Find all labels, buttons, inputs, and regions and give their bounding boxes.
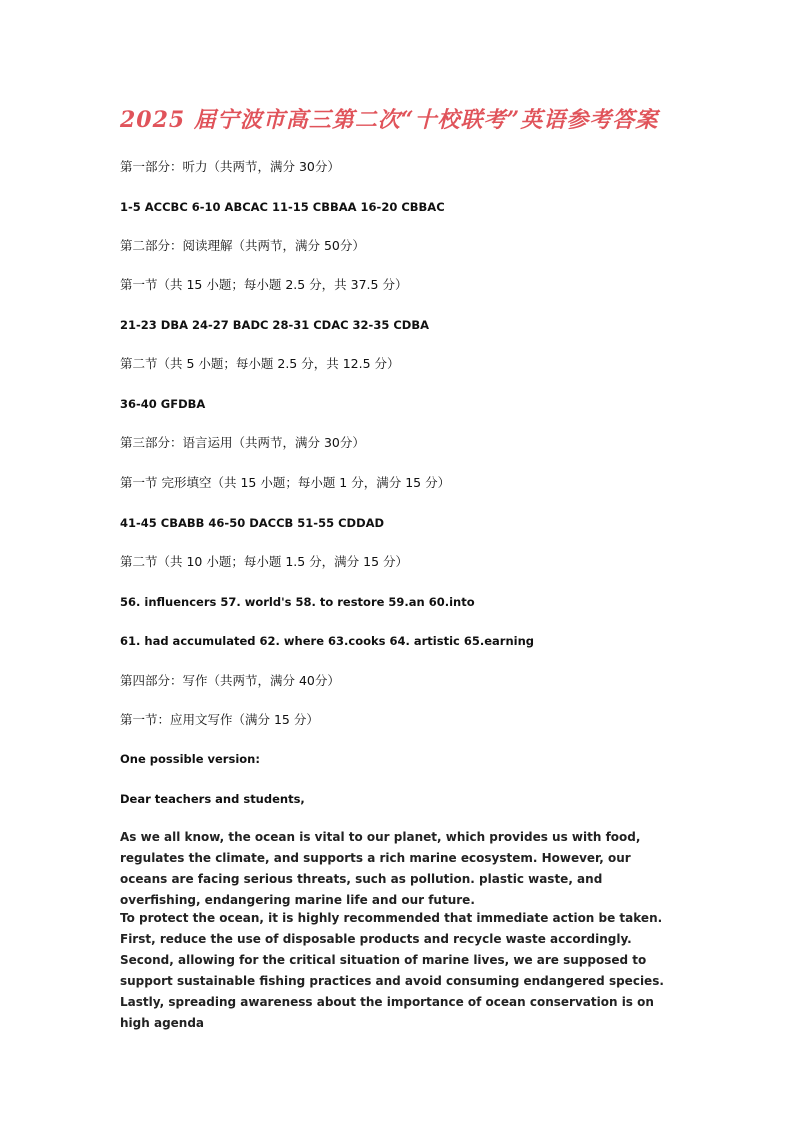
section-heading-reading: 第二部分：阅读理解（共两节，满分 50分）: [120, 238, 365, 253]
answer-line-reading-2: 36-40 GFDBA: [120, 397, 206, 411]
essay-paragraph-2: To protect the ocean, it is highly recommended that immediate action be taken. First, reduce the use of disposable products and recycle waste accordingly. Second, allowing for the critical situation of marine lives, we are supposed to support sustainable fishing practices and avoid consuming endangered species. Lastly, spreading awareness about the importance of ocean conservation is on high agenda: [120, 911, 664, 1030]
subsection-heading-cloze: 第一节 完形填空（共 15 小题；每小题 1 分，满分 15 分）: [120, 475, 451, 490]
essay-intro-label: One possible version:: [120, 752, 260, 766]
answer-line-grammar-fill-1: 56. influencers 57. world's 58. to restore 59.an 60.into: [120, 595, 475, 609]
subsection-heading-grammar-fill: 第二节（共 10 小题；每小题 1.5 分，满分 15 分）: [120, 554, 409, 569]
subsection-heading-practical-writing: 第一节：应用文写作（满分 15 分）: [120, 712, 319, 727]
section-heading-listening: 第一部分：听力（共两节，满分 30分）: [120, 159, 340, 174]
section-heading-language-use: 第三部分：语言运用（共两节，满分 30分）: [120, 435, 365, 450]
answer-line-reading-1: 21-23 DBA 24-27 BADC 28-31 CDAC 32-35 CDBA: [120, 318, 429, 332]
subsection-heading-reading-2: 第二节（共 5 小题；每小题 2.5 分，共 12.5 分）: [120, 356, 400, 371]
essay-paragraph-1: As we all know, the ocean is vital to our planet, which provides us with food, regulates the climate, and supports a rich marine ecosystem. However, our oceans are facing serious threats, such as pollution. plastic waste, and overfishing, endangering marine life and our future.: [120, 830, 641, 907]
subsection-heading-reading-1: 第一节（共 15 小题；每小题 2.5 分，共 37.5 分）: [120, 277, 408, 292]
section-heading-writing: 第四部分：写作（共两节，满分 40分）: [120, 673, 340, 688]
answer-line-grammar-fill-2: 61. had accumulated 62. where 63.cooks 64. artistic 65.earning: [120, 634, 534, 648]
answer-line-cloze: 41-45 CBABB 46-50 DACCB 51-55 CDDAD: [120, 516, 385, 530]
page-title: 2025 届宁波市高三第二次“十校联考”英语参考答案: [120, 107, 659, 133]
answer-line-listening: 1-5 ACCBC 6-10 ABCAC 11-15 CBBAA 16-20 CBBAC: [120, 200, 445, 214]
essay-greeting: Dear teachers and students,: [120, 792, 305, 806]
